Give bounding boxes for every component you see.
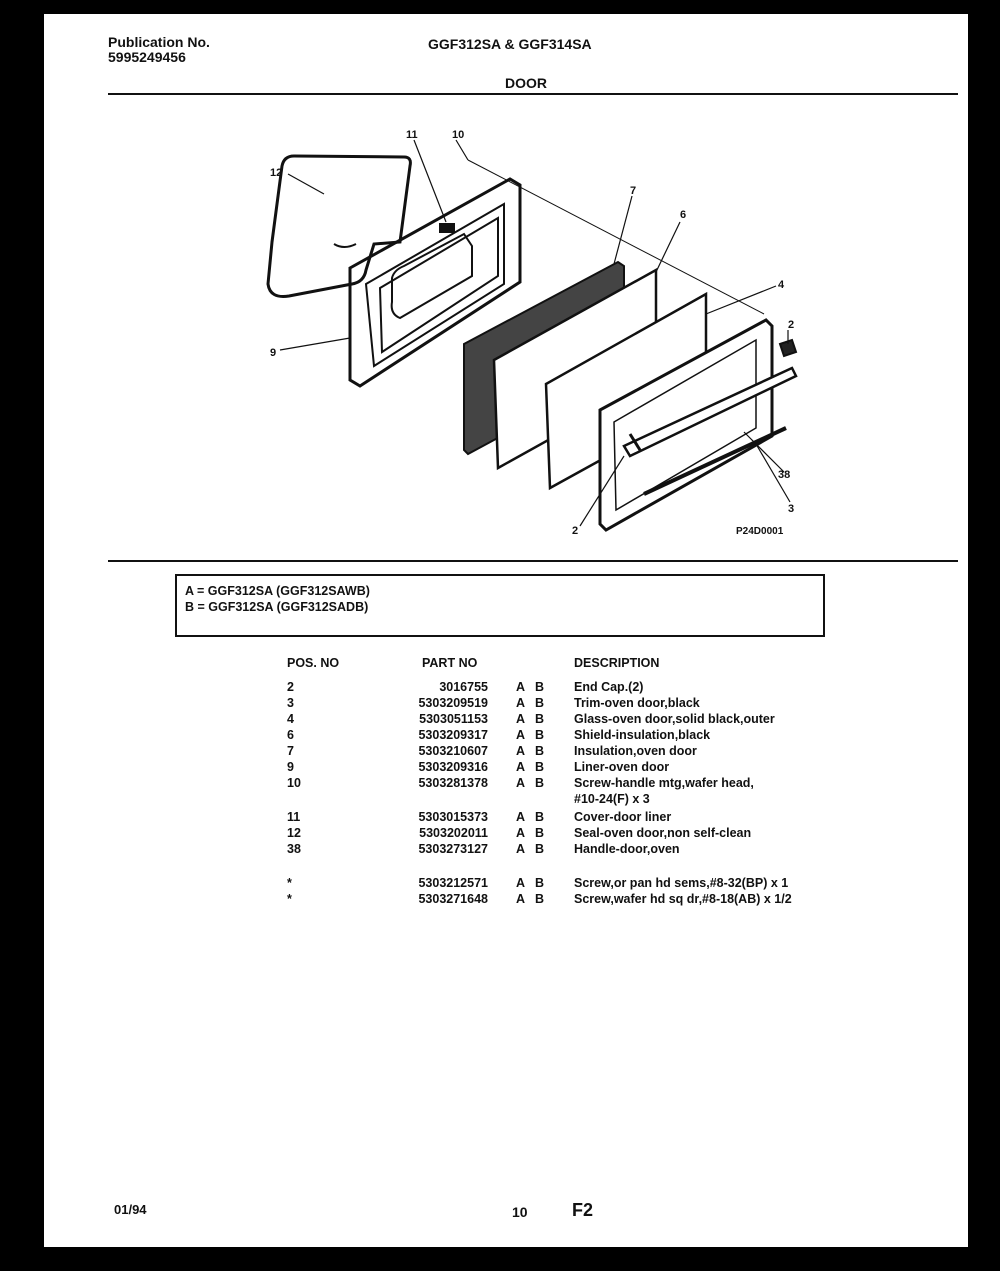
model-b-cell: B [535,728,545,742]
table-row [44,842,968,858]
part-number-cell: 5303212571 [418,876,488,890]
model-a-cell: A [516,876,526,890]
model-a-cell: A [516,712,526,726]
pos-cell: 38 [287,842,301,856]
model-a-cell: A [516,892,526,906]
model-b-cell: B [535,826,545,840]
part-number-cell: 5303209316 [418,760,488,774]
model-b-cell: B [535,696,545,710]
table-row [44,680,968,696]
part-number-cell: 5303281378 [418,776,488,790]
callout-3: 3 [788,503,795,515]
model-a-cell: A [516,842,526,856]
table-row [44,810,968,826]
description-cell: Seal-oven door,non self-clean [574,826,752,840]
pos-cell: 7 [287,744,294,758]
callout-38: 38 [778,469,791,481]
model-a-cell: A [516,728,526,742]
pos-cell: 10 [287,776,301,790]
table-row [44,826,968,842]
table-row [44,712,968,728]
model-numbers: GGF312SA & GGF314SA [428,36,592,52]
model-a-cell: A [516,760,526,774]
pos-cell: * [287,892,292,906]
table-row [44,892,968,908]
part-number-cell: 5303273127 [418,842,488,856]
pos-cell: 11 [287,810,301,824]
legend-line-b: B = GGF312SA (GGF312SADB) [185,600,369,614]
table-row [44,696,968,712]
part-number-cell: 5303202011 [419,826,488,840]
description-cell: Trim-oven door,black [574,696,700,710]
model-b-cell: B [535,776,545,790]
pos-cell: * [287,876,292,890]
pos-cell: 9 [287,760,294,774]
model-a-cell: A [516,680,526,694]
pos-cell: 12 [287,826,301,840]
callout-9: 9 [270,347,277,359]
model-a-cell: A [516,810,526,824]
seal-part [268,156,410,297]
description-cell: Glass-oven door,solid black,outer [574,712,775,726]
part-number-cell: 5303209317 [418,728,488,742]
description-cell: Cover-door liner [574,810,672,824]
pos-cell: 4 [287,712,294,726]
document-page [44,14,968,1247]
model-b-cell: B [535,744,545,758]
model-b-cell: B [535,760,545,774]
header-part-no: PART NO [422,656,478,670]
part-number-cell: 3016755 [439,680,488,694]
part-number-cell: 5303051153 [419,712,488,726]
table-row [44,728,968,744]
pos-cell: 2 [287,680,294,694]
table-row [44,760,968,776]
part-number-cell: 5303271648 [418,892,488,906]
footer-page-number: 10 [512,1204,528,1220]
description-continuation-cell: #10-24(F) x 3 [574,792,650,806]
diagram-rule [108,560,958,562]
callout-7: 7 [630,185,637,197]
callout-10: 10 [452,129,465,141]
model-legend [175,574,825,637]
part-number-cell: 5303209519 [418,696,488,710]
description-cell: Handle-door,oven [574,842,680,856]
table-row [44,876,968,892]
description-cell: Liner-oven door [574,760,670,774]
model-a-cell: A [516,826,526,840]
figure-code: P24D0001 [736,526,784,537]
footer-date: 01/94 [114,1202,147,1217]
part-number-cell: 5303015373 [418,810,488,824]
legend-line-a: A = GGF312SA (GGF312SAWB) [185,584,370,598]
part-number-cell: 5303210607 [418,744,488,758]
callout-2-top: 2 [788,319,795,331]
description-cell: End Cap.(2) [574,680,644,694]
callout-2-bottom: 2 [572,525,579,537]
model-a-cell: A [516,744,526,758]
callout-11: 11 [406,129,418,141]
model-a-cell: A [516,696,526,710]
pos-cell: 3 [287,696,294,710]
callout-12: 12 [270,167,283,179]
description-cell: Screw,wafer hd sq dr,#8-18(AB) x 1/2 [574,892,792,906]
model-a-cell: A [516,776,526,790]
door-exploded-diagram [44,14,968,554]
header-pos-no: POS. NO [287,656,340,670]
header-description: DESCRIPTION [574,656,660,670]
model-b-cell: B [535,810,545,824]
callout-6: 6 [680,209,687,221]
table-row [44,776,968,806]
section-title: DOOR [505,75,547,91]
model-b-cell: B [535,876,545,890]
callout-4: 4 [778,279,785,291]
model-b-cell: B [535,842,545,856]
description-cell: Insulation,oven door [574,744,697,758]
model-b-cell: B [535,680,545,694]
publication-label: Publication No. [108,34,210,50]
description-cell: Screw-handle mtg,wafer head, [574,776,754,790]
description-cell: Screw,or pan hd sems,#8-32(BP) x 1 [574,876,789,890]
description-cell: Shield-insulation,black [574,728,711,742]
table-row [44,744,968,760]
footer-code: F2 [572,1200,594,1220]
model-b-cell: B [535,712,545,726]
pos-cell: 6 [287,728,294,742]
publication-number: 5995249456 [108,49,186,65]
model-b-cell: B [535,892,545,906]
